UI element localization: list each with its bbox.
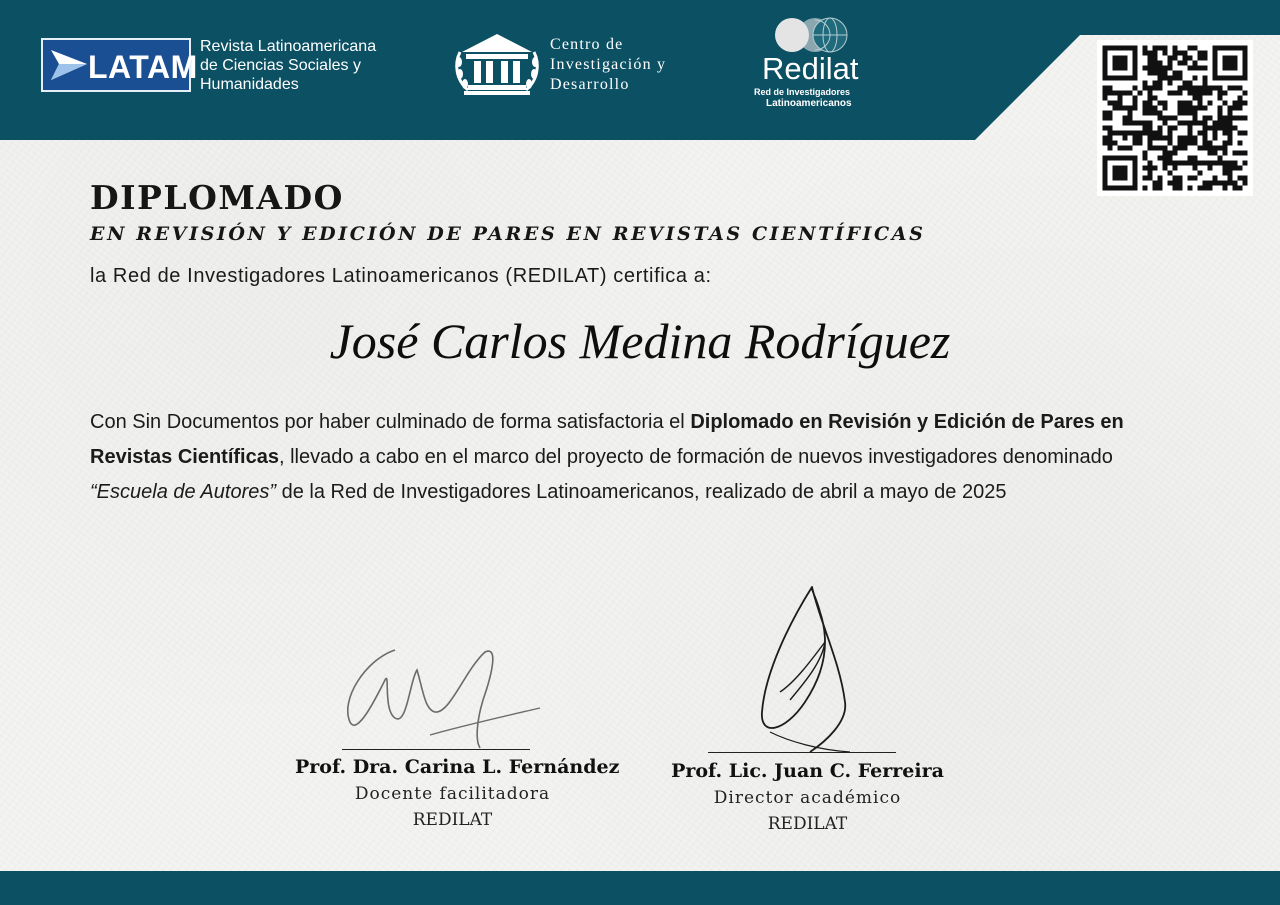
latam-name-line: Humanidades <box>200 76 299 93</box>
latam-logo <box>41 38 198 92</box>
certificate-body <box>90 405 1180 510</box>
project-name: “Escuela de Autores” <box>90 481 277 503</box>
latam-name-line: de Ciencias Sociales y <box>200 57 361 74</box>
cid-name <box>550 35 666 95</box>
redilat-subtitle: Red de Investigadores <box>754 87 851 97</box>
signature-drawing <box>335 640 545 750</box>
cid-name-line: Centro de <box>550 36 624 53</box>
certificate-subtitle: EN REVISIÓN Y EDICIÓN DE PARES EN REVISTAS CIENTÍFICAS <box>90 223 926 245</box>
signature-line <box>342 749 530 750</box>
latam-logo-word: LATAM <box>88 49 198 85</box>
signature-block <box>650 760 965 834</box>
latam-name-line: Revista Latinoamericana <box>200 38 377 55</box>
signature-line <box>708 752 896 753</box>
signer-name: Prof. Dra. Carina L. Fernández <box>295 756 620 778</box>
certifies-statement: la Red de Investigadores Latinoamericanos (REDILAT) certifica a: <box>90 265 712 287</box>
body-text-part: , llevado a cabo en el marco del proyecto de formación de nuevos investigadores denominado <box>278 446 1113 468</box>
redilat-logo-word: Redilat <box>762 51 859 86</box>
redilat-subtitle: Latinoamericanos <box>766 98 852 109</box>
qr-code-icon[interactable] <box>1097 40 1253 196</box>
footer-band <box>0 871 1280 905</box>
signer-role: Director académico <box>713 788 902 808</box>
body-text-part: de la Red de Investigadores Latinoamericanos, realizado de abril a mayo de 2025 <box>276 481 1007 503</box>
cid-name-line: Investigación y <box>550 56 667 73</box>
recipient-name: José Carlos Medina Rodríguez <box>329 313 951 369</box>
certificate-title: DIPLOMADO <box>90 178 344 217</box>
redilat-globe-icon <box>770 15 880 55</box>
course-name: Diplomado en Revisión y Edición de Pares en Revistas Científicas <box>90 411 1124 468</box>
signature-block <box>295 756 620 830</box>
latam-journal-name <box>200 37 376 94</box>
cid-name-line: Desarrollo <box>550 76 630 93</box>
signature-drawing <box>750 582 860 757</box>
institution-building-icon <box>452 32 542 96</box>
signer-organization: REDILAT <box>412 810 493 830</box>
signer-role: Docente facilitadora <box>354 784 551 804</box>
signer-name: Prof. Lic. Juan C. Ferreira <box>671 760 944 782</box>
signer-organization: REDILAT <box>767 814 848 834</box>
latam-arrow-icon <box>49 46 89 86</box>
body-text-part: Con Sin Documentos por haber culminado de forma satisfactoria el <box>90 411 691 433</box>
